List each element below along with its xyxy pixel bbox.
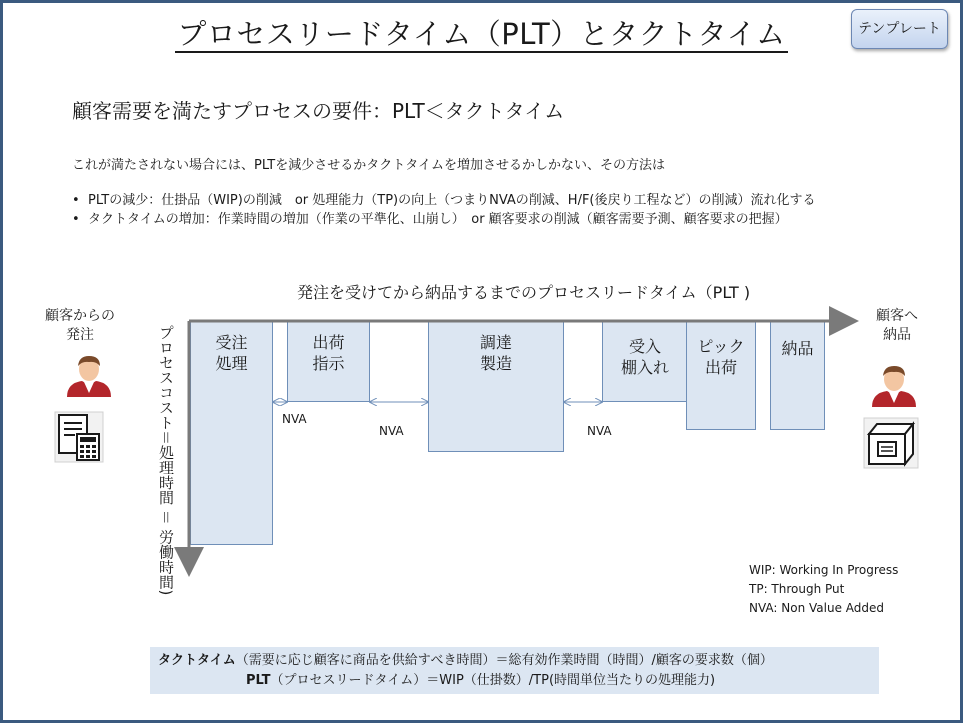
step-order-processing: 受注 処理 [190, 321, 273, 545]
template-button[interactable]: テンプレート [851, 9, 948, 49]
formula-box [150, 647, 879, 694]
nva-label: NVA [282, 412, 307, 426]
legend-item: NVA: Non Value Added [749, 601, 885, 615]
step-picking-shipping: ピック 出荷 [686, 321, 756, 430]
chart-title: 発注を受けてから納品するまでのプロセスリードタイム（PLT ) [297, 283, 751, 302]
order-document-icon [55, 412, 103, 462]
customer-person-icon [872, 366, 916, 407]
nva-label: NVA [379, 424, 404, 438]
plt-formula: PLT（プロセスリードタイム）＝WIP（仕掛数）/TP(時間単位当たりの処理能力) [246, 673, 716, 688]
lead-text: これが満たされない場合には、PLTを減少させるかタクトタイムを増加させるかしかない、その方法は [72, 158, 665, 173]
step-shipping-instruction: 出荷 指示 [287, 321, 370, 402]
customer-order-label: 顧客からの 発注 [45, 308, 115, 343]
customer-delivery-label: 顧客へ 納品 [876, 308, 918, 343]
step-receiving-shelving: 受入 棚入れ [602, 321, 688, 402]
package-icon [864, 418, 918, 468]
step-delivery: 納品 [770, 321, 825, 430]
customer-person-icon [67, 356, 111, 397]
legend-item: TP: Through Put [749, 582, 845, 596]
y-axis-label: プロセスコスト＝処理時間 ＝ 労働時間) [157, 325, 175, 596]
takt-time-formula: タクトタイム（需要に応じ顧客に商品を供給すべき時間）＝総有効作業時間（時間）/顧客の要求数（個） [158, 653, 773, 668]
bullet-item: • タクトタイムの増加：作業時間の増加（作業の平準化、山崩し） or 顧客要求の削減（顧客需要予測、顧客要求の把握） [72, 210, 816, 229]
nva-label: NVA [587, 424, 612, 438]
page-title: プロセスリードタイム（PLT）とタクトタイム [177, 17, 786, 51]
subtitle: 顧客需要を満たすプロセスの要件：PLT＜タクトタイム [72, 99, 565, 123]
step-procurement-manufacturing: 調達 製造 [428, 321, 564, 452]
bullet-item: • PLTの減少：仕掛品（WIP)の削減 or 処理能力（TP)の向上（つまりNVAの削減、H/F(後戻り工程など）の削減）流れ化する [72, 191, 816, 210]
legend [749, 561, 898, 618]
legend-item: WIP: Working In Progress [749, 563, 899, 577]
